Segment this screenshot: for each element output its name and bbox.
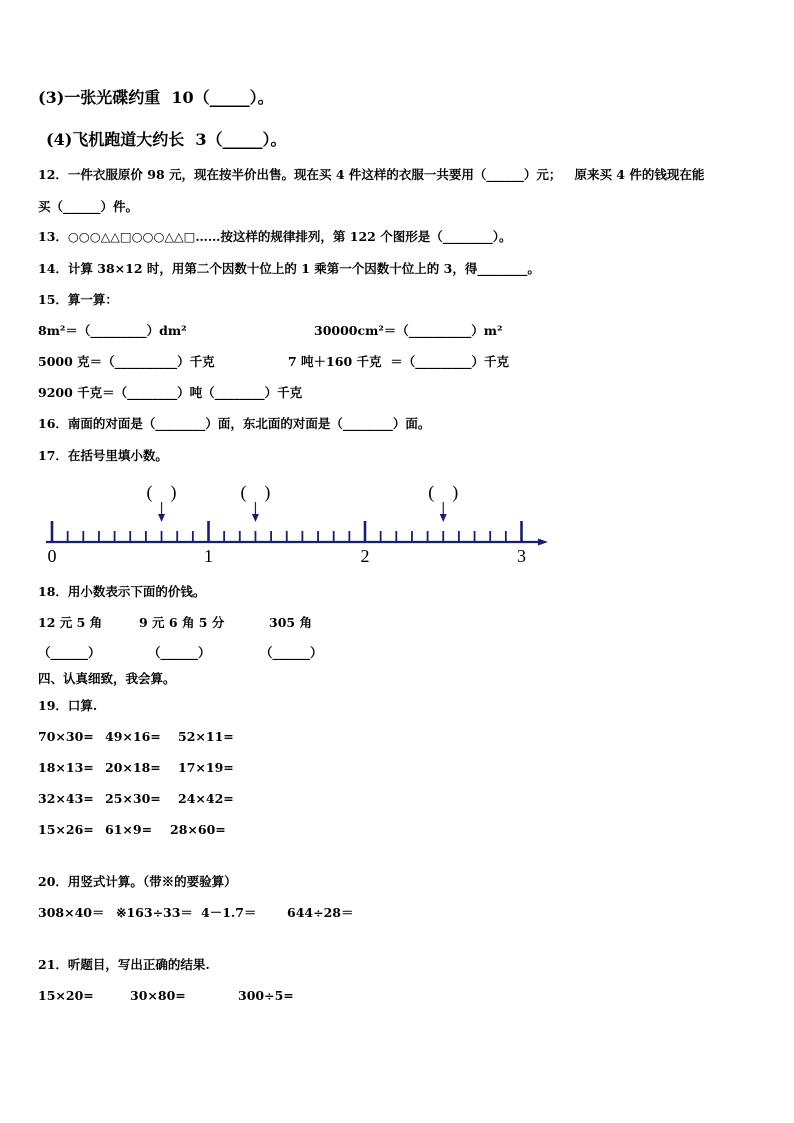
- question-14: 14．计算 38×12 时，用第二个因数十位上的 1 乘第一个因数十位上的 3，得________。: [38, 261, 540, 276]
- q19-r3-c1: 32×43=: [38, 791, 94, 806]
- question-13: 13．○○○△△□○○○△△□……按这样的规律排列，第 122 个图形是（________）。: [38, 229, 512, 244]
- pointer-arrowhead-3: [440, 514, 447, 522]
- q19-r3-c3: 24×42=: [178, 791, 234, 806]
- q19-r3-c2: 25×30=: [105, 791, 161, 806]
- q15-item-4: 7 吨＋160 千克 ＝（_________）千克: [288, 354, 509, 369]
- q19-r1-c3: 52×11=: [178, 729, 234, 744]
- pointer-arrowhead-2: [252, 514, 259, 522]
- q19-r4-c1: 15×26=: [38, 822, 94, 837]
- question-20: 20．用竖式计算。（带※的要验算）: [38, 874, 237, 889]
- q15-item-5: 9200 千克＝（________）吨（________）千克: [38, 385, 303, 400]
- q18-blank-1: （______）: [38, 645, 101, 660]
- answer-blank-1: ( ): [146, 482, 177, 502]
- q19-r4-c3: 28×60=: [170, 822, 226, 837]
- tick-label-2: 2: [360, 546, 370, 566]
- q18-item-3: 305 角: [269, 615, 312, 630]
- question-19: 19．口算.: [38, 698, 98, 713]
- q15-item-1: 8m²＝（_________）dm²: [38, 323, 187, 338]
- q21-item-1: 15×20=: [38, 988, 94, 1003]
- question-16: 16．南面的对面是（________）面，东北面的对面是（________）面。: [38, 416, 431, 431]
- number-line: [0, 478, 794, 578]
- question-17: 17．在括号里填小数。: [38, 448, 168, 463]
- tick-label-0: 0: [47, 546, 57, 566]
- q20-item-4: 644÷28＝: [287, 905, 354, 920]
- q21-item-2: 30×80=: [130, 988, 186, 1003]
- question-18: 18．用小数表示下面的价钱。: [38, 584, 206, 599]
- q19-r2-c1: 18×13=: [38, 760, 94, 775]
- question-21: 21．听题目，写出正确的结果.: [38, 957, 210, 972]
- q20-item-1: 308×40＝: [38, 905, 105, 920]
- pointer-arrowhead-1: [158, 514, 165, 522]
- q15-item-2: 30000cm²＝（__________）m²: [314, 323, 503, 338]
- q21-item-3: 300÷5=: [238, 988, 294, 1003]
- q19-r2-c3: 17×19=: [178, 760, 234, 775]
- question-3: (3)一张光碟约重 10（_____）。: [38, 88, 274, 107]
- tick-label-3: 3: [517, 546, 526, 566]
- q18-blank-2: （______）: [148, 645, 211, 660]
- q19-r1-c2: 49×16=: [105, 729, 161, 744]
- question-4: (4)飞机跑道大约长 3（_____）。: [46, 130, 287, 149]
- tick-label-1: 1: [204, 546, 213, 566]
- q18-item-2: 9 元 6 角 5 分: [139, 615, 225, 630]
- question-12-line1: 12．一件衣服原价 98 元，现在按半价出售。现在买 4 件这样的衣服一共要用（______）元； 原来买 4 件的钱现在能: [38, 167, 705, 182]
- axis-arrowhead: [538, 539, 548, 546]
- q19-r4-c2: 61×9=: [105, 822, 153, 837]
- q20-item-2: ※163÷33＝: [116, 905, 193, 920]
- question-12-line2: 买（______）件。: [38, 199, 139, 214]
- q20-item-3: 4－1.7＝: [201, 905, 257, 920]
- q19-r1-c1: 70×30=: [38, 729, 94, 744]
- q18-blank-3: （______）: [260, 645, 323, 660]
- answer-blank-2: ( ): [240, 482, 271, 502]
- q18-item-1: 12 元 5 角: [38, 615, 103, 630]
- section-4-heading: 四、认真细致，我会算。: [38, 671, 176, 686]
- answer-blank-3: ( ): [428, 482, 459, 502]
- question-15-title: 15．算一算：: [38, 292, 118, 307]
- q19-r2-c2: 20×18=: [105, 760, 161, 775]
- q15-item-3: 5000 克＝（__________）千克: [38, 354, 215, 369]
